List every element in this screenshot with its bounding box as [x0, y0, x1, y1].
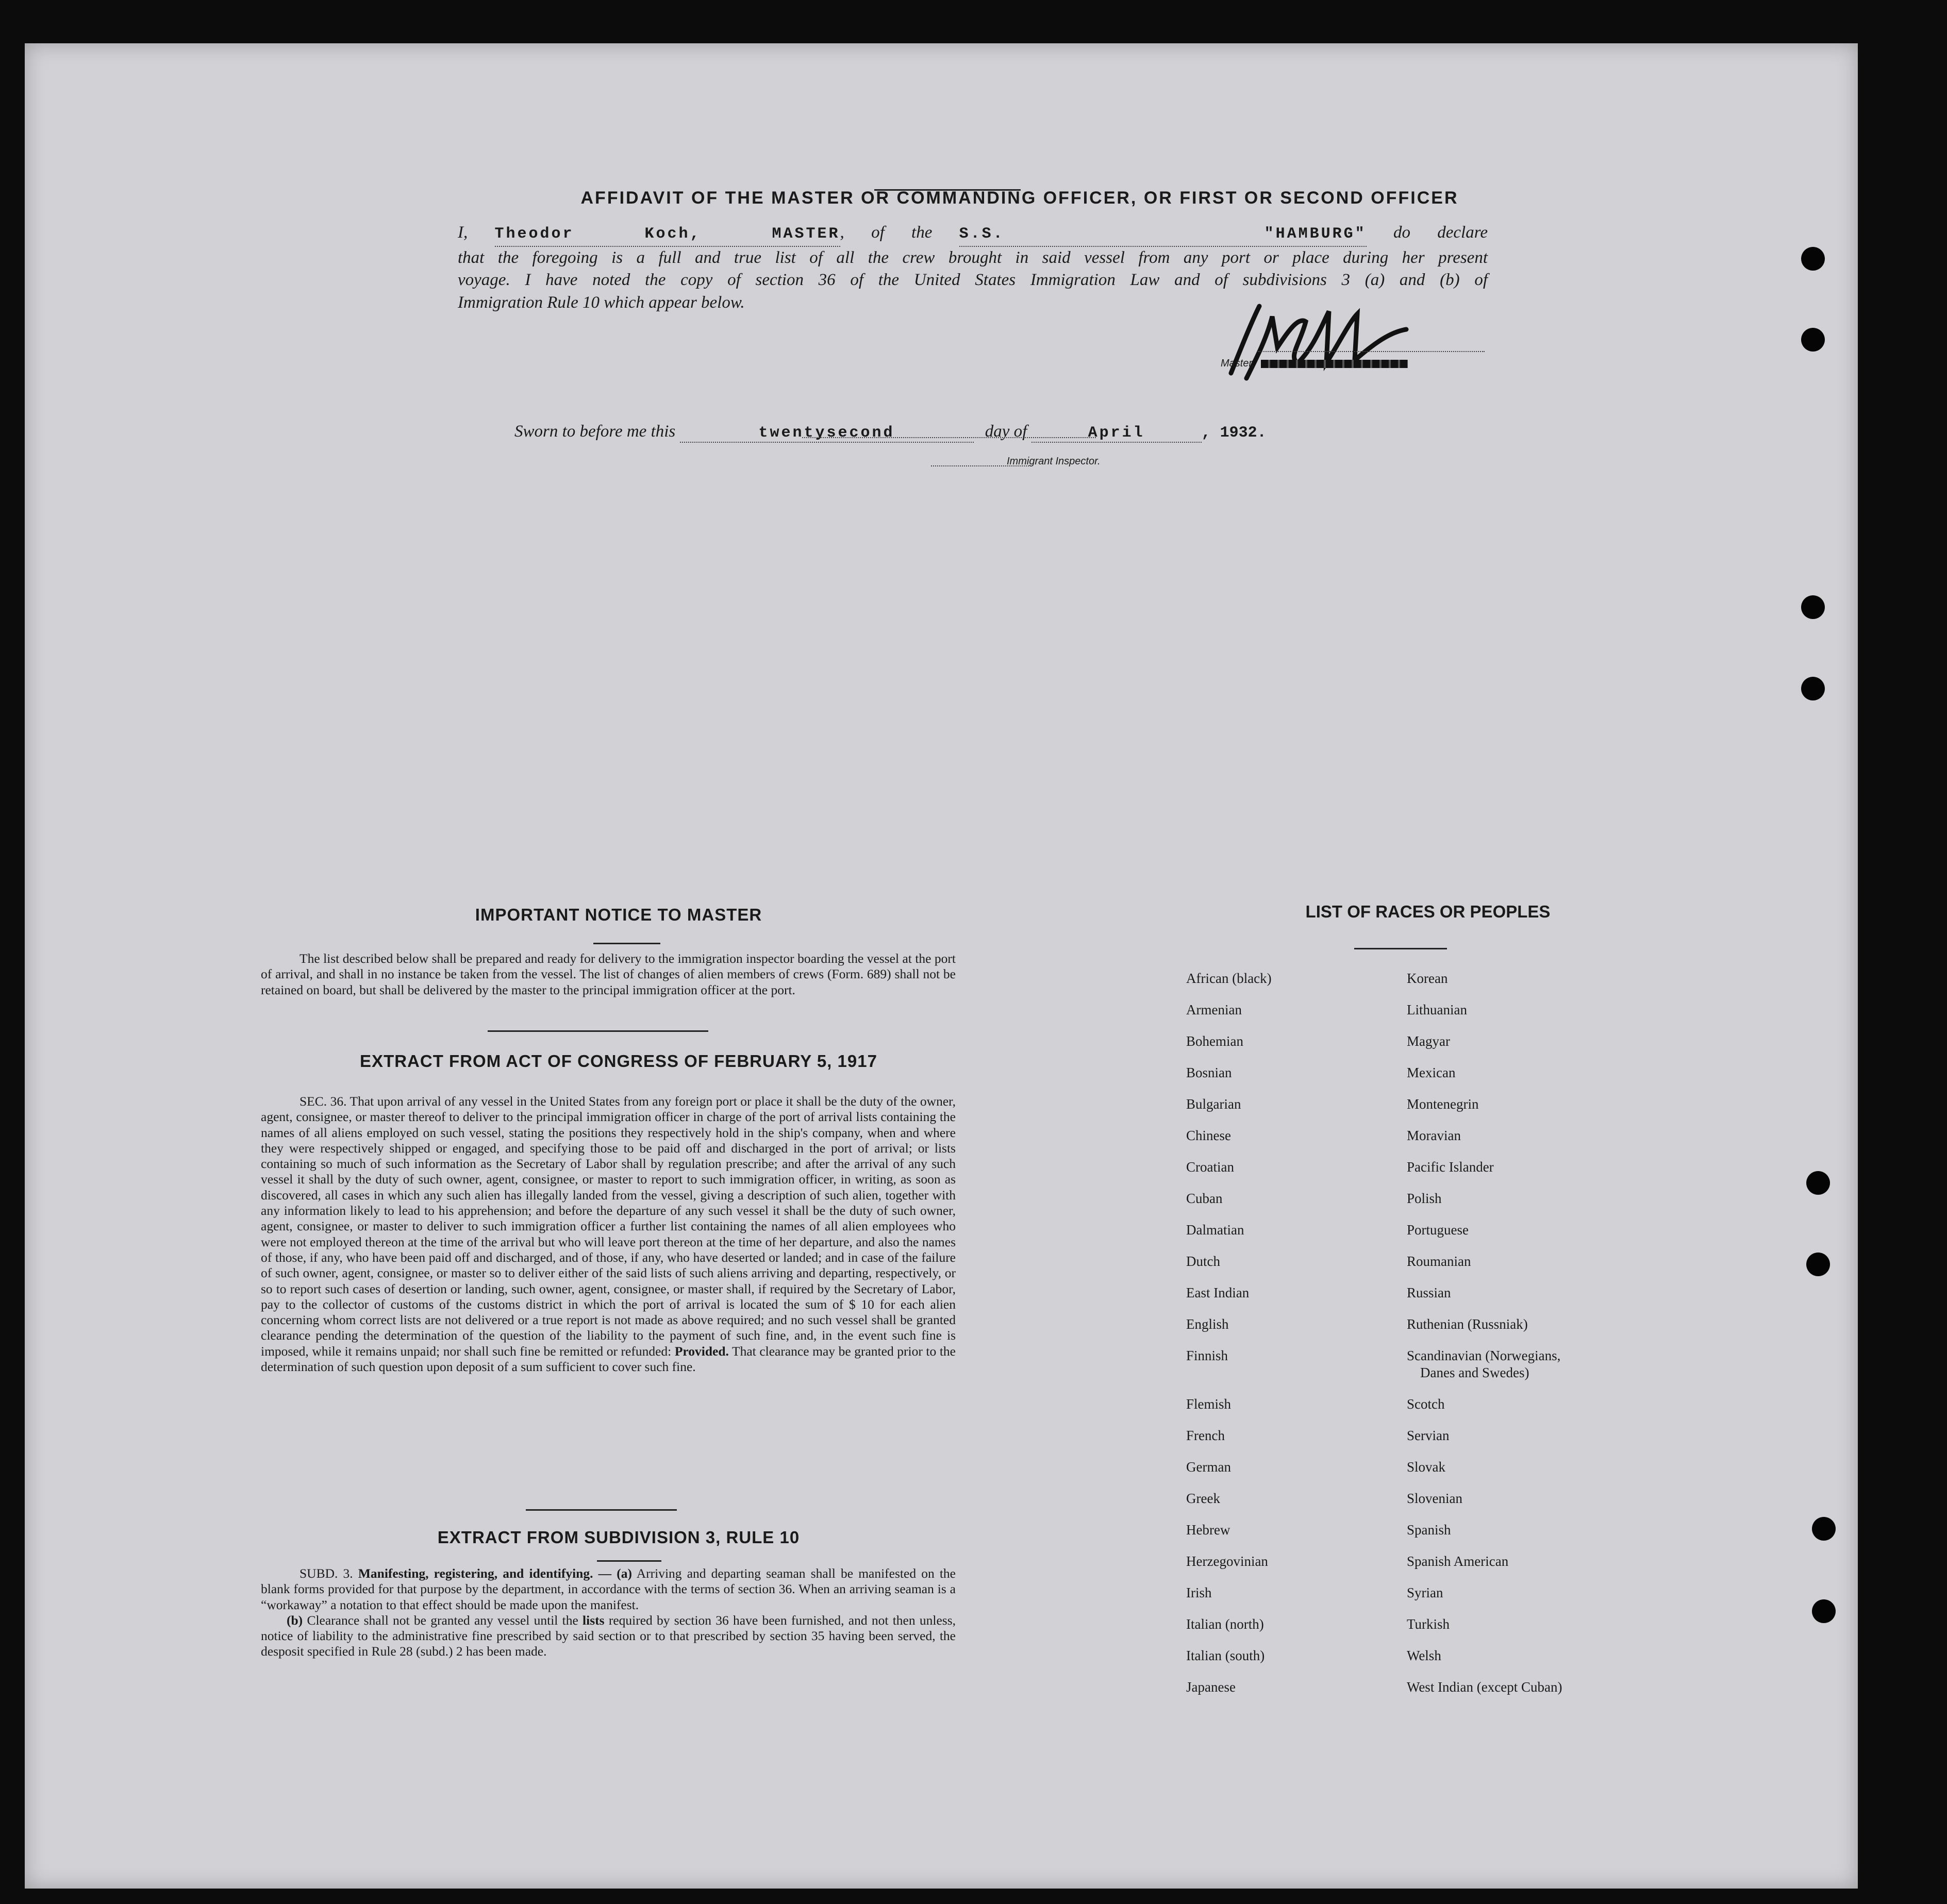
year-field: , 1932.	[1201, 424, 1267, 442]
act-body-end: That clearance may be granted prior to the determination of such question upon deposit of a sum sufficient to cover such fine.	[261, 1343, 956, 1375]
race-item: Scandinavian (Norwegians,	[1407, 1348, 1561, 1363]
race-item: Armenian	[1186, 1002, 1242, 1017]
rule10-title: EXTRACT FROM SUBDIVISION 3, RULE 10	[437, 1528, 800, 1547]
rule10-subd-b	[261, 1613, 956, 1660]
notice-title: IMPORTANT NOTICE TO MASTER	[475, 905, 762, 924]
notice-paragraph: The list described below shall be prepared and ready for delivery to the immigration inspector boarding the vessel at the port of arrival, and shall in no instance be taken from the vessel. The list of changes of alien members of crews (Form. 689) shall not be retained on board, but shall be delivered by the master to the principal immigration officer at the port.	[261, 951, 956, 997]
notice-text	[261, 951, 956, 998]
race-item: Scotch	[1407, 1396, 1445, 1412]
rule10-heading: Manifesting, registering, and identifying.	[358, 1566, 593, 1581]
races-title: LIST OF RACES OR PEOPLES	[1305, 902, 1551, 921]
declaration-line-4: Immigration Rule 10 which appear below.	[458, 293, 745, 312]
race-item: German	[1186, 1459, 1231, 1475]
declaration-line-3: voyage. I have noted the copy of section 36 of the United States Immigration Law and of subdivisions 3 (a) and (b) of	[458, 271, 1488, 289]
race-item: Russian	[1407, 1285, 1451, 1300]
act-title: EXTRACT FROM ACT OF CONGRESS OF FEBRUARY 5, 1917	[360, 1051, 877, 1071]
race-item: Roumanian	[1407, 1254, 1471, 1269]
document-page	[25, 43, 1858, 1889]
race-item: English	[1186, 1316, 1229, 1332]
race-item: Italian (south)	[1186, 1648, 1265, 1663]
race-item: Bohemian	[1186, 1033, 1243, 1049]
race-item: Spanish	[1407, 1522, 1451, 1538]
race-item: Chinese	[1186, 1128, 1231, 1143]
race-item: African (black)	[1186, 971, 1272, 986]
inspector-caption: Immigrant Inspector.	[1007, 456, 1101, 467]
declaration-line-1	[458, 221, 1488, 247]
race-item: Cuban	[1186, 1191, 1223, 1206]
races-title-divider	[1354, 948, 1447, 949]
race-item: Flemish	[1186, 1396, 1232, 1412]
race-item: Bulgarian	[1186, 1096, 1241, 1112]
rule10-b-text1: Clearance shall not be granted any vessel until the	[307, 1612, 578, 1628]
race-item: Italian (north)	[1186, 1616, 1264, 1632]
race-item: West Indian (except Cuban)	[1407, 1679, 1562, 1695]
punch-hole	[1812, 1517, 1836, 1541]
sworn-statement	[514, 422, 1267, 443]
vessel-name-field: S.S. "HAMBURG"	[959, 223, 1367, 247]
race-item: Montenegrin	[1407, 1096, 1479, 1112]
rule10-a-label: — (a)	[598, 1566, 632, 1581]
race-item: Dutch	[1186, 1254, 1220, 1269]
signature-caption: Master,	[1221, 358, 1255, 369]
race-item: East Indian	[1186, 1285, 1250, 1300]
declaration-line-2: that the foregoing is a full and true list of all the crew brought in said vessel from any port or place during her present	[458, 248, 1488, 267]
day-of-label: day of	[985, 422, 1027, 441]
race-item: Ruthenian (Russniak)	[1407, 1316, 1528, 1332]
race-item: Herzegovinian	[1186, 1554, 1268, 1569]
declaration-pronoun: I,	[458, 223, 468, 242]
race-item: Servian	[1407, 1428, 1450, 1443]
act-provided: Provided.	[674, 1343, 729, 1359]
rule10-b-lists: lists	[583, 1612, 605, 1628]
race-item: Bosnian	[1186, 1065, 1232, 1080]
race-item: Croatian	[1186, 1159, 1234, 1175]
notice-title-divider	[593, 943, 660, 944]
act-text	[261, 1094, 956, 1375]
rule10-title-divider	[597, 1560, 661, 1562]
race-item: Irish	[1186, 1585, 1212, 1600]
title-divider	[874, 189, 1021, 191]
race-item: Portuguese	[1407, 1222, 1469, 1238]
day-field: twentysecond	[680, 424, 974, 443]
master-name-field: Theodor Koch, MASTER	[495, 223, 840, 247]
punch-hole	[1801, 677, 1825, 700]
sworn-prefix: Sworn to before me this	[514, 422, 676, 441]
race-item: Moravian	[1407, 1128, 1461, 1143]
race-item: French	[1186, 1428, 1225, 1443]
do-declare-label: do declare	[1393, 223, 1488, 242]
rule10-a-text: Arriving and departing seaman shall be manifested on the blank forms provided for that purpose by the department, in accordance with the terms of section 36. When an arriving seaman is a “workaway” a notation to that effect should be made upon the manifest.	[261, 1566, 956, 1612]
race-item: Pacific Islander	[1407, 1159, 1494, 1175]
race-item: Danes and Swedes)	[1420, 1365, 1529, 1380]
rule10-subd-a	[261, 1566, 956, 1613]
rule10-subd-label: SUBD. 3.	[299, 1566, 353, 1581]
race-item: Lithuanian	[1407, 1002, 1467, 1017]
race-item: Turkish	[1407, 1616, 1450, 1632]
punch-hole	[1801, 595, 1825, 619]
race-item: Slovak	[1407, 1459, 1446, 1475]
signature-line	[1258, 351, 1485, 352]
act-paragraph	[261, 1094, 956, 1375]
race-item: Korean	[1407, 971, 1448, 986]
race-item: Welsh	[1407, 1648, 1441, 1663]
rule10-b-text2: required by section 36 have been furnished, and not then unless, notice of liability to the administrative fine prescribed by said section or to that prescribed by section 35 having been served, the desposit specified in Rule 28 (subd.) 2 has been made.	[261, 1612, 956, 1659]
race-item: Spanish American	[1407, 1554, 1509, 1569]
struck-title	[1261, 360, 1408, 368]
punch-hole	[1801, 247, 1825, 271]
punch-hole	[1806, 1171, 1830, 1195]
punch-hole	[1812, 1599, 1836, 1623]
master-signature	[1210, 301, 1427, 389]
race-item: Greek	[1186, 1491, 1220, 1506]
rule10-text	[261, 1566, 956, 1660]
act-divider	[526, 1509, 677, 1511]
race-item: Hebrew	[1186, 1522, 1230, 1538]
inspector-signature-line	[802, 437, 1096, 438]
affidavit-title: AFFIDAVIT OF THE MASTER OR COMMANDING OFFICER, OR FIRST OR SECOND OFFICER	[580, 188, 1459, 208]
month-field: April	[1031, 424, 1202, 443]
race-item: Syrian	[1407, 1585, 1443, 1600]
rule10-b-label: (b)	[287, 1612, 303, 1628]
of-the-label: , of the	[840, 223, 933, 242]
race-item: Finnish	[1186, 1348, 1228, 1363]
race-item: Japanese	[1186, 1679, 1236, 1695]
race-item: Slovenian	[1407, 1491, 1462, 1506]
race-item: Magyar	[1407, 1033, 1450, 1049]
race-item: Mexican	[1407, 1065, 1456, 1080]
act-body: SEC. 36. That upon arrival of any vessel in the United States from any foreign port or place it shall be the duty of the owner, agent, consignee, or master thereof to deliver to the principal immigration officer in charge of the port of arrival lists containing the names of all aliens employed on such vessel, stating the positions they respectively hold in the ship's company, when and where they were respectively shipped or engaged, and specifying those to be paid off and discharged in the port of arrival; or lists containing so much of such information as the Secretary of Labor shall by regulation prescribe; and after the arrival of any such vessel it shall by the duty of such owner, agent, consignee, or master to report to such immigration officer, in writing, as soon as discovered, all cases in which any such alien has illegally landed from the vessel, giving a description of such alien, together with any information likely to lead to his apprehension; and before the departure of any such vessel it shall be the duty of such owner, agent, consignee, or master to deliver to such immigration officer a further list containing the names of all alien employees who were not employed thereon at the time of the arrival but who will leave port thereon at the time of her departure, and also the names of those, if any, who have been paid off and discharged, and of those, if any, who have deserted or landed; and in case of the failure of such owner, agent, consignee, or master so to deliver either of the said lists of such aliens arriving and departing, respectively, or so to report such cases of desertion or landing, such owner, agent, consignee, or master shall, if required by the Secretary of Labor, pay to the collector of customs of the customs district in which the port of arrival is located the sum of $ 10 for each alien concerning whom correct lists are not delivered or a true report is not made as above required; and no such vessel shall be granted clearance pending the determination of the question of the liability to the payment of such fine, and, in the event such fine is imposed, while it remains unpaid; nor shall such fine be remitted or refunded:	[261, 1094, 956, 1359]
race-item: Polish	[1407, 1191, 1442, 1206]
race-item: Dalmatian	[1186, 1222, 1244, 1238]
punch-hole	[1806, 1252, 1830, 1276]
notice-divider	[488, 1030, 708, 1032]
punch-hole	[1801, 328, 1825, 352]
